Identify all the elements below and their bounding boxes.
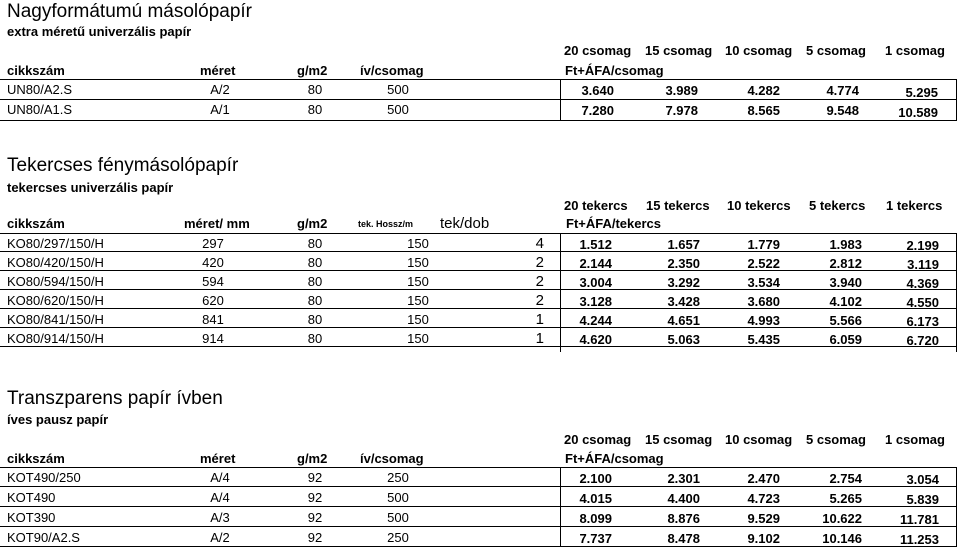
cell-size: A/2 bbox=[210, 530, 230, 545]
price-5: 5.566 bbox=[829, 313, 862, 328]
price-10: 8.565 bbox=[747, 103, 780, 118]
price-5: 10.146 bbox=[822, 531, 862, 546]
cell-gsm: 80 bbox=[307, 255, 323, 270]
col-header-gsm: g/m2 bbox=[297, 451, 328, 466]
price-20: 2.100 bbox=[579, 471, 612, 486]
price-1: 5.295 bbox=[905, 85, 938, 100]
cell-size: A/4 bbox=[210, 490, 230, 505]
price-5: 4.102 bbox=[829, 294, 862, 309]
price-15: 8.876 bbox=[667, 511, 700, 526]
pack-header-20: 20 csomag bbox=[564, 432, 632, 447]
price-20: 7.737 bbox=[579, 531, 612, 546]
price-20: 1.512 bbox=[579, 237, 612, 252]
price-10: 2.522 bbox=[747, 256, 780, 271]
cell-gsm: 80 bbox=[307, 293, 323, 308]
price-1: 4.550 bbox=[906, 295, 939, 310]
pack-header-1: 1 csomag bbox=[885, 432, 945, 447]
cell-size: 841 bbox=[202, 312, 224, 327]
cell-gsm: 80 bbox=[307, 331, 323, 346]
pack-header-15: 15 tekercs bbox=[646, 198, 710, 213]
price-10: 9.529 bbox=[747, 511, 780, 526]
col-header-code: cikkszám bbox=[7, 216, 65, 231]
cell-qty: 250 bbox=[387, 530, 409, 545]
cell-per-drum: 4 bbox=[535, 235, 544, 252]
price-10: 5.435 bbox=[747, 332, 780, 347]
col-header-per-drum: tek/dob bbox=[440, 215, 490, 232]
price-10: 4.993 bbox=[747, 313, 780, 328]
cell-gsm: 92 bbox=[307, 470, 323, 485]
cell-code: KO80/420/150/H bbox=[7, 255, 104, 270]
cell-qty: 500 bbox=[387, 102, 409, 117]
pack-header-10: 10 csomag bbox=[725, 43, 793, 58]
price-1: 4.369 bbox=[906, 276, 939, 291]
cell-code: KOT90/A2.S bbox=[7, 530, 80, 545]
pack-header-1: 1 tekercs bbox=[886, 198, 943, 213]
price-15: 2.350 bbox=[667, 256, 700, 271]
pack-header-5: 5 tekercs bbox=[809, 198, 866, 213]
price-15: 3.428 bbox=[667, 294, 700, 309]
price-15: 4.651 bbox=[667, 313, 700, 328]
cell-gsm: 92 bbox=[307, 530, 323, 545]
pack-header-15: 15 csomag bbox=[645, 432, 713, 447]
cell-qty: 500 bbox=[387, 510, 409, 525]
cell-gsm: 92 bbox=[307, 490, 323, 505]
cell-length: 150 bbox=[407, 331, 429, 346]
price-20: 8.099 bbox=[579, 511, 612, 526]
price-20: 4.620 bbox=[579, 332, 612, 347]
pack-header-15: 15 csomag bbox=[645, 43, 713, 58]
price-10: 1.779 bbox=[747, 237, 780, 252]
cell-per-drum: 1 bbox=[535, 330, 544, 347]
cell-gsm: 80 bbox=[307, 274, 323, 289]
cell-qty: 500 bbox=[387, 490, 409, 505]
price-5: 3.940 bbox=[829, 275, 862, 290]
cell-per-drum: 2 bbox=[535, 292, 544, 309]
price-5: 9.548 bbox=[826, 103, 859, 118]
col-header-size: méret bbox=[200, 451, 236, 466]
price-1: 11.781 bbox=[899, 512, 939, 527]
cell-code: KO80/297/150/H bbox=[7, 236, 104, 251]
cell-size: 594 bbox=[202, 274, 224, 289]
cell-code: KO80/594/150/H bbox=[7, 274, 104, 289]
price-5: 1.983 bbox=[829, 237, 862, 252]
pack-header-10: 10 tekercs bbox=[727, 198, 791, 213]
col-header-length: tek. Hossz/m bbox=[358, 219, 414, 229]
price-5: 5.265 bbox=[829, 491, 862, 506]
price-10: 2.470 bbox=[747, 471, 780, 486]
cell-code: KOT490 bbox=[7, 490, 56, 505]
price-1: 6.173 bbox=[906, 314, 939, 329]
price-1: 11.253 bbox=[899, 532, 939, 547]
price-15: 4.400 bbox=[667, 491, 700, 506]
price-20: 4.244 bbox=[579, 313, 612, 328]
cell-length: 150 bbox=[407, 236, 429, 251]
cell-size: A/1 bbox=[210, 102, 230, 117]
cell-length: 150 bbox=[407, 255, 429, 270]
price-20: 4.015 bbox=[579, 491, 612, 506]
cell-per-drum: 1 bbox=[535, 311, 544, 328]
cell-code: KOT390 bbox=[7, 510, 56, 525]
cell-length: 150 bbox=[407, 274, 429, 289]
price-label: Ft+ÁFA/tekercs bbox=[566, 216, 662, 231]
cell-qty: 250 bbox=[387, 470, 409, 485]
col-header-size: méret/ mm bbox=[184, 216, 250, 231]
price-5: 2.812 bbox=[829, 256, 862, 271]
pack-header-20: 20 csomag bbox=[564, 43, 632, 58]
cell-gsm: 92 bbox=[307, 510, 323, 525]
price-15: 1.657 bbox=[667, 237, 700, 252]
cell-gsm: 80 bbox=[307, 82, 323, 97]
col-header-size: méret bbox=[200, 63, 236, 78]
price-1: 2.199 bbox=[906, 238, 939, 253]
section-subtitle: tekercses univerzális papír bbox=[7, 180, 174, 195]
price-5: 6.059 bbox=[829, 332, 862, 347]
col-header-qty: ív/csomag bbox=[360, 451, 424, 466]
price-label: Ft+ÁFA/csomag bbox=[565, 451, 664, 466]
price-15: 3.292 bbox=[667, 275, 700, 290]
pack-header-5: 5 csomag bbox=[806, 432, 866, 447]
pack-header-10: 10 csomag bbox=[725, 432, 793, 447]
section-subtitle: extra méretű univerzális papír bbox=[7, 24, 192, 39]
cell-gsm: 80 bbox=[307, 236, 323, 251]
price-10: 3.680 bbox=[747, 294, 780, 309]
cell-length: 150 bbox=[407, 293, 429, 308]
price-5: 4.774 bbox=[826, 83, 859, 98]
cell-code: KO80/841/150/H bbox=[7, 312, 104, 327]
cell-size: 914 bbox=[202, 331, 224, 346]
cell-code: UN80/A2.S bbox=[7, 82, 73, 97]
price-1: 10.589 bbox=[898, 105, 938, 120]
cell-code: KO80/620/150/H bbox=[7, 293, 104, 308]
price-10: 4.723 bbox=[747, 491, 780, 506]
cell-size: A/4 bbox=[210, 470, 230, 485]
section-title: Nagyformátumú másolópapír bbox=[7, 1, 252, 22]
price-20: 3.640 bbox=[581, 83, 614, 98]
cell-per-drum: 2 bbox=[535, 254, 544, 271]
cell-code: UN80/A1.S bbox=[7, 102, 73, 117]
price-1: 3.054 bbox=[906, 472, 939, 487]
price-20: 7.280 bbox=[581, 103, 614, 118]
pack-header-5: 5 csomag bbox=[806, 43, 866, 58]
cell-size: 620 bbox=[202, 293, 224, 308]
cell-size: 420 bbox=[202, 255, 224, 270]
price-20: 3.128 bbox=[579, 294, 612, 309]
col-header-code: cikkszám bbox=[7, 63, 65, 78]
section-title: Transzparens papír ívben bbox=[7, 388, 223, 409]
col-header-qty: ív/csomag bbox=[360, 63, 424, 78]
pack-header-20: 20 tekercs bbox=[564, 198, 628, 213]
price-5: 10.622 bbox=[822, 511, 862, 526]
price-5: 2.754 bbox=[829, 471, 862, 486]
cell-per-drum: 2 bbox=[535, 273, 544, 290]
price-15: 7.978 bbox=[665, 103, 698, 118]
cell-size: A/2 bbox=[210, 82, 230, 97]
price-15: 5.063 bbox=[667, 332, 700, 347]
section-subtitle: íves pausz papír bbox=[7, 412, 109, 427]
price-20: 2.144 bbox=[579, 256, 612, 271]
cell-code: KO80/914/150/H bbox=[7, 331, 104, 346]
cell-size: 297 bbox=[202, 236, 224, 251]
price-15: 3.989 bbox=[665, 83, 698, 98]
price-1: 6.720 bbox=[906, 333, 939, 348]
price-15: 8.478 bbox=[667, 531, 700, 546]
price-10: 9.102 bbox=[747, 531, 780, 546]
price-10: 3.534 bbox=[747, 275, 780, 290]
price-10: 4.282 bbox=[747, 83, 780, 98]
price-1: 3.119 bbox=[907, 257, 939, 272]
pack-header-1: 1 csomag bbox=[885, 43, 945, 58]
cell-qty: 500 bbox=[387, 82, 409, 97]
price-label: Ft+ÁFA/csomag bbox=[565, 63, 664, 78]
price-15: 2.301 bbox=[667, 471, 700, 486]
cell-gsm: 80 bbox=[307, 102, 323, 117]
col-header-gsm: g/m2 bbox=[297, 63, 328, 78]
cell-gsm: 80 bbox=[307, 312, 323, 327]
cell-size: A/3 bbox=[210, 510, 230, 525]
cell-length: 150 bbox=[407, 312, 429, 327]
section-title: Tekercses fénymásolópapír bbox=[7, 155, 239, 176]
price-1: 5.839 bbox=[906, 492, 939, 507]
price-20: 3.004 bbox=[579, 275, 612, 290]
col-header-code: cikkszám bbox=[7, 451, 65, 466]
col-header-gsm: g/m2 bbox=[297, 216, 328, 231]
cell-code: KOT490/250 bbox=[7, 470, 81, 485]
